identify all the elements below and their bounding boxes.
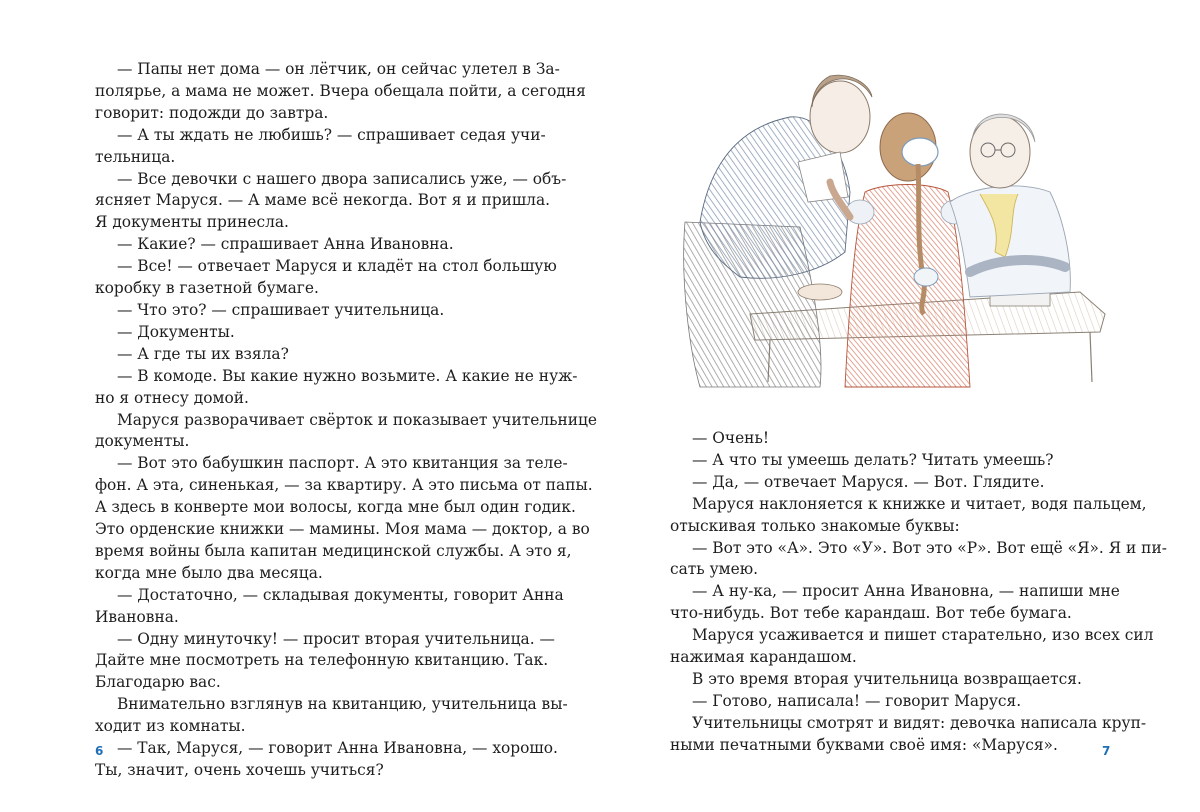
- text-line: — Что это? — спрашивает учительница.: [117, 300, 445, 319]
- text-line: — А ну-ка, — просит Анна Ивановна, — напиши мне: [692, 582, 1120, 601]
- text-line: но я отнесу домой.: [95, 388, 249, 407]
- text-line: Маруся наклоняется к книжке и читает, водя пальцем,: [692, 494, 1147, 513]
- text-line: Это орденские книжки — мамины. Моя мама — доктор, а во: [95, 520, 590, 539]
- text-line: фон. А эта, синенькая, — за квартиру. А это письма от папы.: [95, 476, 593, 495]
- text-line: время войны была капитан медицинской службы. А это я,: [95, 541, 572, 560]
- text-line: Учительницы смотрят и видят: девочка написала круп-: [692, 713, 1147, 732]
- text-line: говорит: подожди до завтра.: [95, 103, 329, 122]
- text-line: отыскивая только знакомые буквы:: [670, 516, 960, 535]
- text-line: коробку в газетной бумаге.: [95, 279, 319, 298]
- left-page-text: [95, 59, 598, 782]
- text-line: — В комоде. Вы какие нужно возьмите. А какие не нуж-: [117, 366, 578, 385]
- text-line: — Достаточно, — складывая документы, говорит Анна: [117, 585, 564, 604]
- text-line: — Папы нет дома — он лётчик, он сейчас улетел в За-: [117, 60, 560, 78]
- text-line: полярье, а мама не может. Вчера обещала пойти, а сегодня: [95, 81, 586, 100]
- text-line: А здесь в конверте мои волосы, когда мне был один годик.: [95, 498, 576, 517]
- text-line: — Все! — отвечает Маруся и кладёт на стол большую: [117, 257, 557, 276]
- text-line: Ивановна.: [95, 607, 179, 626]
- text-line: — Какие? — спрашивает Анна Ивановна.: [117, 235, 454, 254]
- text-line: — Готово, написала! — говорит Маруся.: [692, 691, 1022, 710]
- text-line: тельница.: [95, 147, 176, 166]
- text-line: — Очень!: [692, 429, 770, 447]
- text-line: — Вот это «А». Это «У». Вот это «Р». Вот ещё «Я». Я и пи-: [692, 538, 1167, 557]
- text-line: Маруся разворачивает свёрток и показывает учительнице: [117, 410, 598, 429]
- text-line: Дайте мне посмотреть на телефонную квитанцию. Так.: [95, 651, 549, 670]
- text-line: — Так, Маруся, — говорит Анна Ивановна, — хорошо.: [117, 739, 558, 758]
- text-line: Маруся усаживается и пишет старательно, изо всех сил: [692, 626, 1154, 645]
- text-line: — А ты ждать не любишь? — спрашивает седая учи-: [117, 125, 546, 144]
- text-line: нажимая карандашом.: [670, 648, 857, 667]
- text-line: когда мне было два месяца.: [95, 563, 323, 582]
- text-line: что-нибудь. Вот тебе карандаш. Вот тебе бумага.: [670, 604, 1072, 623]
- pencil-illustration-icon: [680, 52, 1120, 392]
- text-line: Внимательно взглянув на квитанцию, учительница вы-: [117, 695, 568, 714]
- text-line: — Документы.: [117, 322, 235, 341]
- text-line: — Все девочки с нашего двора записались уже, — объ-: [117, 169, 567, 188]
- text-line: — Одну минуточку! — просит вторая учительница. —: [117, 629, 555, 648]
- right-page-text: [670, 428, 1167, 757]
- text-line: ходит из комнаты.: [95, 717, 246, 736]
- text-line: сать умею.: [670, 560, 759, 579]
- illustration-teachers-and-girl: [680, 52, 1120, 392]
- right-page: [600, 0, 1200, 812]
- text-line: — А где ты их взяла?: [117, 344, 289, 363]
- text-line: Благодарю вас.: [95, 673, 221, 692]
- page-number-left: 6: [95, 744, 104, 758]
- text-line: документы.: [95, 432, 190, 451]
- text-line: — Да, — отвечает Маруся. — Вот. Глядите.: [692, 472, 1045, 491]
- text-line: Ты, значит, очень хочешь учиться?: [95, 761, 384, 779]
- text-line: В это время вторая учительница возвращается.: [692, 669, 1082, 688]
- text-line: — Вот это бабушкин паспорт. А это квитанция за теле-: [117, 454, 568, 473]
- text-line: ными печатными буквами своё имя: «Маруся».: [670, 735, 1058, 754]
- text-line: Я документы принесла.: [95, 213, 289, 232]
- text-line: — А что ты умеешь делать? Читать умеешь?: [692, 450, 1054, 469]
- text-line: ясняет Маруся. — А маме всё некогда. Вот я и пришла.: [95, 191, 551, 210]
- page-number-right: 7: [1102, 744, 1111, 758]
